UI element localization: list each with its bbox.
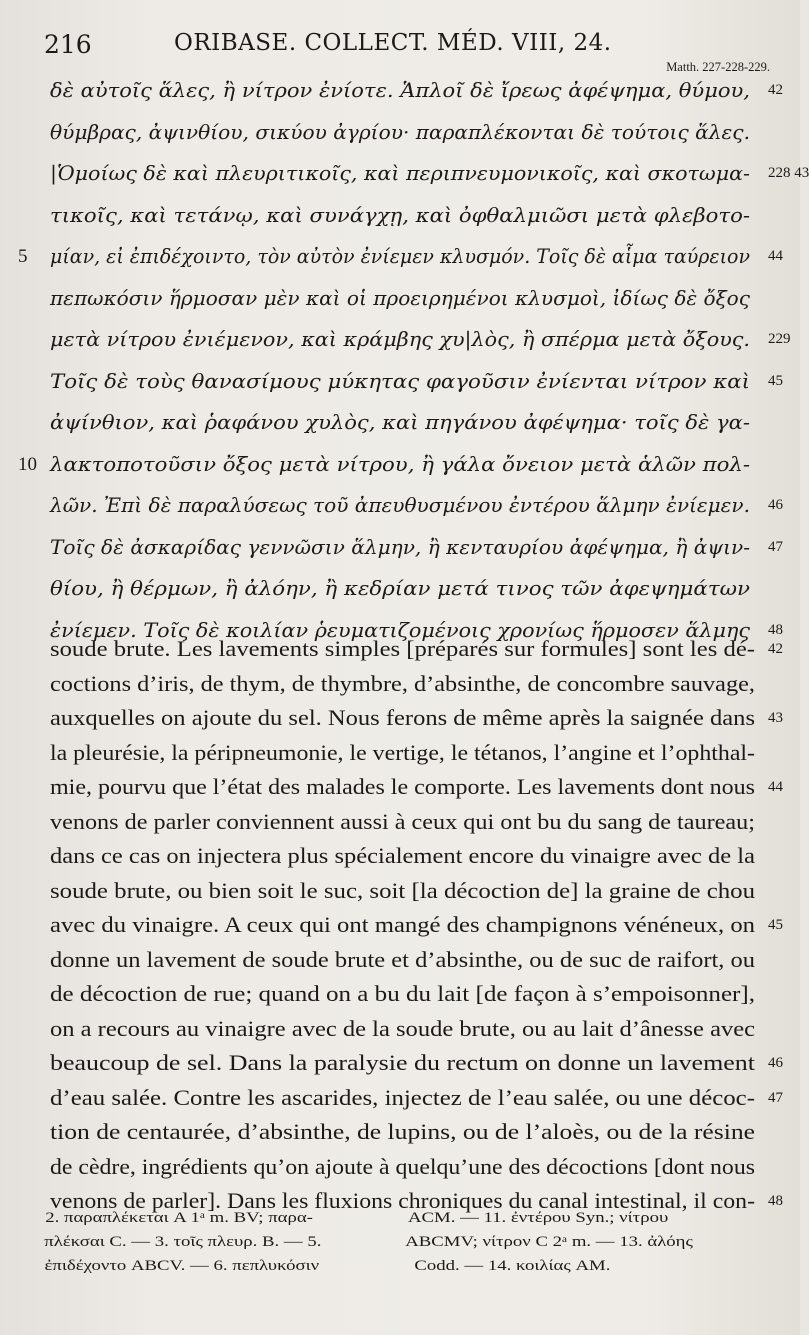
greek-text: δὲ αὐτοῖς ἅλες, ἢ νίτρον ἐνίοτε. Ἁπλοῖ δὲ ἴρεως ἀφέψημα, θύμου, bbox=[50, 78, 750, 102]
margin-number: 42 bbox=[768, 82, 783, 98]
greek-line bbox=[50, 568, 760, 610]
french-text: mie, pourvu que l’état des malades le comporte. Les lavements dont nous bbox=[50, 774, 755, 799]
french-text: de décoction de rue; quand on a bu du lait [de façon à s’empoisonner], bbox=[50, 981, 755, 1006]
greek-line bbox=[50, 112, 760, 154]
french-line bbox=[50, 908, 783, 943]
apparatus-right-column bbox=[405, 1205, 764, 1277]
page-header bbox=[40, 30, 770, 74]
greek-line bbox=[50, 278, 760, 320]
french-line bbox=[50, 1046, 783, 1081]
greek-line bbox=[50, 319, 791, 361]
apparatus-left-line bbox=[44, 1229, 420, 1253]
french-text: on a recours au vinaigre avec de la soude brute, ou au lait d’ânesse avec bbox=[50, 1015, 755, 1041]
french-line bbox=[50, 977, 760, 1012]
margin-number: 229 bbox=[768, 331, 791, 347]
line-number: 5 bbox=[18, 246, 28, 267]
apparatus-right-line bbox=[405, 1229, 764, 1253]
greek-line bbox=[50, 153, 809, 195]
french-line bbox=[50, 839, 760, 874]
apparatus-left-text: ἐπιδέχοντο ABCV. — 6. πεπλυκόσιν bbox=[44, 1258, 320, 1274]
margin-number: 44 bbox=[768, 248, 783, 264]
margin-number: 46 bbox=[768, 1055, 783, 1071]
margin-number: 228 43 bbox=[768, 165, 809, 181]
french-line bbox=[50, 805, 760, 840]
margin-number: 47 bbox=[768, 538, 783, 555]
apparatus-left-column bbox=[44, 1205, 420, 1277]
french-text: dans ce cas on injectera plus spécialement encore du vinaigre avec de la bbox=[50, 843, 755, 868]
apparatus-left-line bbox=[45, 1205, 420, 1229]
apparatus-right-line bbox=[414, 1253, 764, 1277]
apparatus-right-text: ACM. — 11. ἐντέρου Syn.; νίτρου bbox=[407, 1210, 669, 1226]
greek-text: ἀψίνθιον, καὶ ῥαφάνου χυλὸς, καὶ πηγάνου ἀφέψημα· τοῖς δὲ γα- bbox=[50, 410, 750, 434]
french-text: soude brute, ou bien soit le suc, soit [la décoction de] la graine de chou bbox=[50, 877, 755, 903]
greek-text: Τοῖς δὲ ἀσκαρίδας γεννῶσιν ἅλμην, ἢ κενταυρίου ἀφέψημα, ἢ ἀψιν- bbox=[50, 534, 750, 559]
french-text: d’eau salée. Contre les ascarides, injectez de l’eau salée, ou une décoc- bbox=[50, 1084, 755, 1110]
french-text: venons de parler conviennent aussi à ceux qui ont bu du sang de taureau; bbox=[50, 808, 755, 834]
greek-line bbox=[50, 70, 783, 112]
margin-number: 44 bbox=[768, 779, 783, 795]
french-text: la pleurésie, la péripneumonie, le vertige, le tétanos, l’angine et l’ophthal- bbox=[50, 739, 755, 765]
greek-line bbox=[50, 195, 760, 237]
greek-text: θύμβρας, ἀψινθίου, σικύου ἀγρίου· παραπλέκονται δὲ τούτοις ἅλες. bbox=[50, 119, 751, 144]
french-line bbox=[50, 1081, 783, 1116]
french-text: de cèdre, ingrédients qu’on ajoute à quelqu’une des décoctions [dont nous bbox=[50, 1153, 755, 1179]
greek-line bbox=[50, 485, 783, 527]
french-translation-block bbox=[50, 632, 783, 1219]
apparatus-left-text: 2. παραπλέκεται A 1ᵃ m. BV; παρα- bbox=[45, 1210, 313, 1226]
french-text: soude brute. Les lavements simples [préparés sur formules] sont les dé- bbox=[50, 636, 755, 661]
french-line bbox=[50, 632, 783, 667]
greek-text: λακτοποτοῦσιν ὄξος μετὰ νίτρου, ἢ γάλα ὄνειον μετὰ ἁλῶν πολ- bbox=[50, 451, 750, 476]
greek-text: Τοῖς δὲ τοὺς θανασίμους μύκητας φαγοῦσιν ἐνίενται νίτρον καὶ bbox=[50, 368, 750, 393]
margin-number: 42 bbox=[768, 641, 783, 657]
french-text: auxquelles on ajoute du sel. Nous ferons de même après la saignée dans bbox=[50, 705, 755, 730]
french-line bbox=[50, 874, 760, 909]
greek-line bbox=[18, 444, 760, 486]
french-line bbox=[50, 736, 760, 771]
greek-text: |Ὁμοίως δὲ καὶ πλευριτικοῖς, καὶ περιπνευμονικοῖς, καὶ σκοτωμα- bbox=[50, 161, 750, 185]
french-text: coctions d’iris, de thym, de thymbre, d’absinthe, de concombre sauvage, bbox=[50, 670, 756, 696]
margin-number: 43 bbox=[768, 710, 783, 726]
french-text: venons de parler]. Dans les fluxions chroniques du canal intestinal, il con- bbox=[50, 1188, 755, 1213]
apparatus-right-text: ABCMV; νίτρον C 2ᵃ m. — 13. ἀλόης bbox=[405, 1234, 693, 1250]
matthaei-reference: Matth. 227-228-229. bbox=[666, 60, 770, 74]
greek-text: ἐνίεμεν. Τοῖς δὲ κοιλίαν ῥευματιζομένοις χρονίως ἥρμοσεν ἅλμης bbox=[50, 617, 750, 642]
french-line bbox=[50, 943, 760, 978]
page-number: 216 bbox=[44, 30, 92, 59]
greek-text-block bbox=[18, 70, 809, 651]
french-text: tion de centaurée, d’absinthe, de lupins, ou de l’aloès, ou de la résine bbox=[50, 1119, 755, 1144]
apparatus-left-line bbox=[44, 1253, 420, 1277]
margin-number: 45 bbox=[768, 372, 783, 389]
line-number: 10 bbox=[18, 453, 37, 475]
margin-number: 46 bbox=[768, 497, 783, 513]
greek-text: τικοῖς, καὶ τετάνῳ, καὶ συνάγχῃ, καὶ ὀφθαλμιῶσι μετὰ φλεβοτο- bbox=[50, 202, 750, 227]
apparatus-left-text: πλέκσαι C. — 3. τοῖς πλευρ. B. — 5. bbox=[44, 1234, 322, 1250]
french-line bbox=[50, 1012, 760, 1047]
french-line bbox=[50, 1115, 760, 1150]
apparatus-right-line bbox=[407, 1205, 764, 1229]
french-line bbox=[50, 1150, 760, 1185]
greek-text: μετὰ νίτρου ἐνιέμενον, καὶ κράμβης χυ|λὸς, ἢ σπέρμα μετὰ ὄξους. bbox=[50, 327, 750, 351]
greek-text: θίου, ἢ θέρμων, ἢ ἀλόην, ἢ κεδρίαν μετά τινος τῶν ἀφεψημάτων bbox=[50, 576, 750, 600]
greek-text: λῶν. Ἐπὶ δὲ παραλύσεως τοῦ ἀπευθυσμένου ἐντέρου ἅλμην ἐνίεμεν. bbox=[50, 493, 750, 517]
greek-line bbox=[50, 527, 783, 569]
running-title: ORIBASE. COLLECT. MÉD. VIII, 24. bbox=[174, 30, 612, 56]
greek-line bbox=[50, 402, 760, 444]
margin-number: 48 bbox=[768, 621, 783, 638]
french-text: avec du vinaigre. A ceux qui ont mangé des champignons vénéneux, on bbox=[50, 912, 755, 937]
french-line bbox=[50, 770, 783, 805]
greek-line bbox=[18, 236, 783, 278]
greek-text: μίαν, εἰ ἐπιδέχοιντο, τὸν αὐτὸν ἐνίεμεν κλυσμόν. Τοῖς δὲ αἷμα ταύρειον bbox=[50, 244, 750, 268]
french-line bbox=[50, 701, 783, 736]
french-line bbox=[50, 667, 760, 702]
margin-number: 47 bbox=[768, 1089, 783, 1106]
margin-number: 45 bbox=[768, 917, 783, 933]
apparatus-right-text: Codd. — 14. κοιλίας AM. bbox=[414, 1258, 611, 1274]
greek-line bbox=[50, 361, 783, 403]
greek-text: πεπωκόσιν ἥρμοσαν μὲν καὶ οἱ προειρημένοι κλυσμοὶ, ἰδίως δὲ ὄξος bbox=[50, 285, 750, 310]
french-text: beaucoup de sel. Dans la paralysie du rectum on donne un lavement bbox=[50, 1050, 755, 1075]
french-text: donne un lavement de soude brute et d’absinthe, ou de suc de raifort, ou bbox=[50, 946, 755, 972]
margin-number: 48 bbox=[768, 1193, 783, 1209]
